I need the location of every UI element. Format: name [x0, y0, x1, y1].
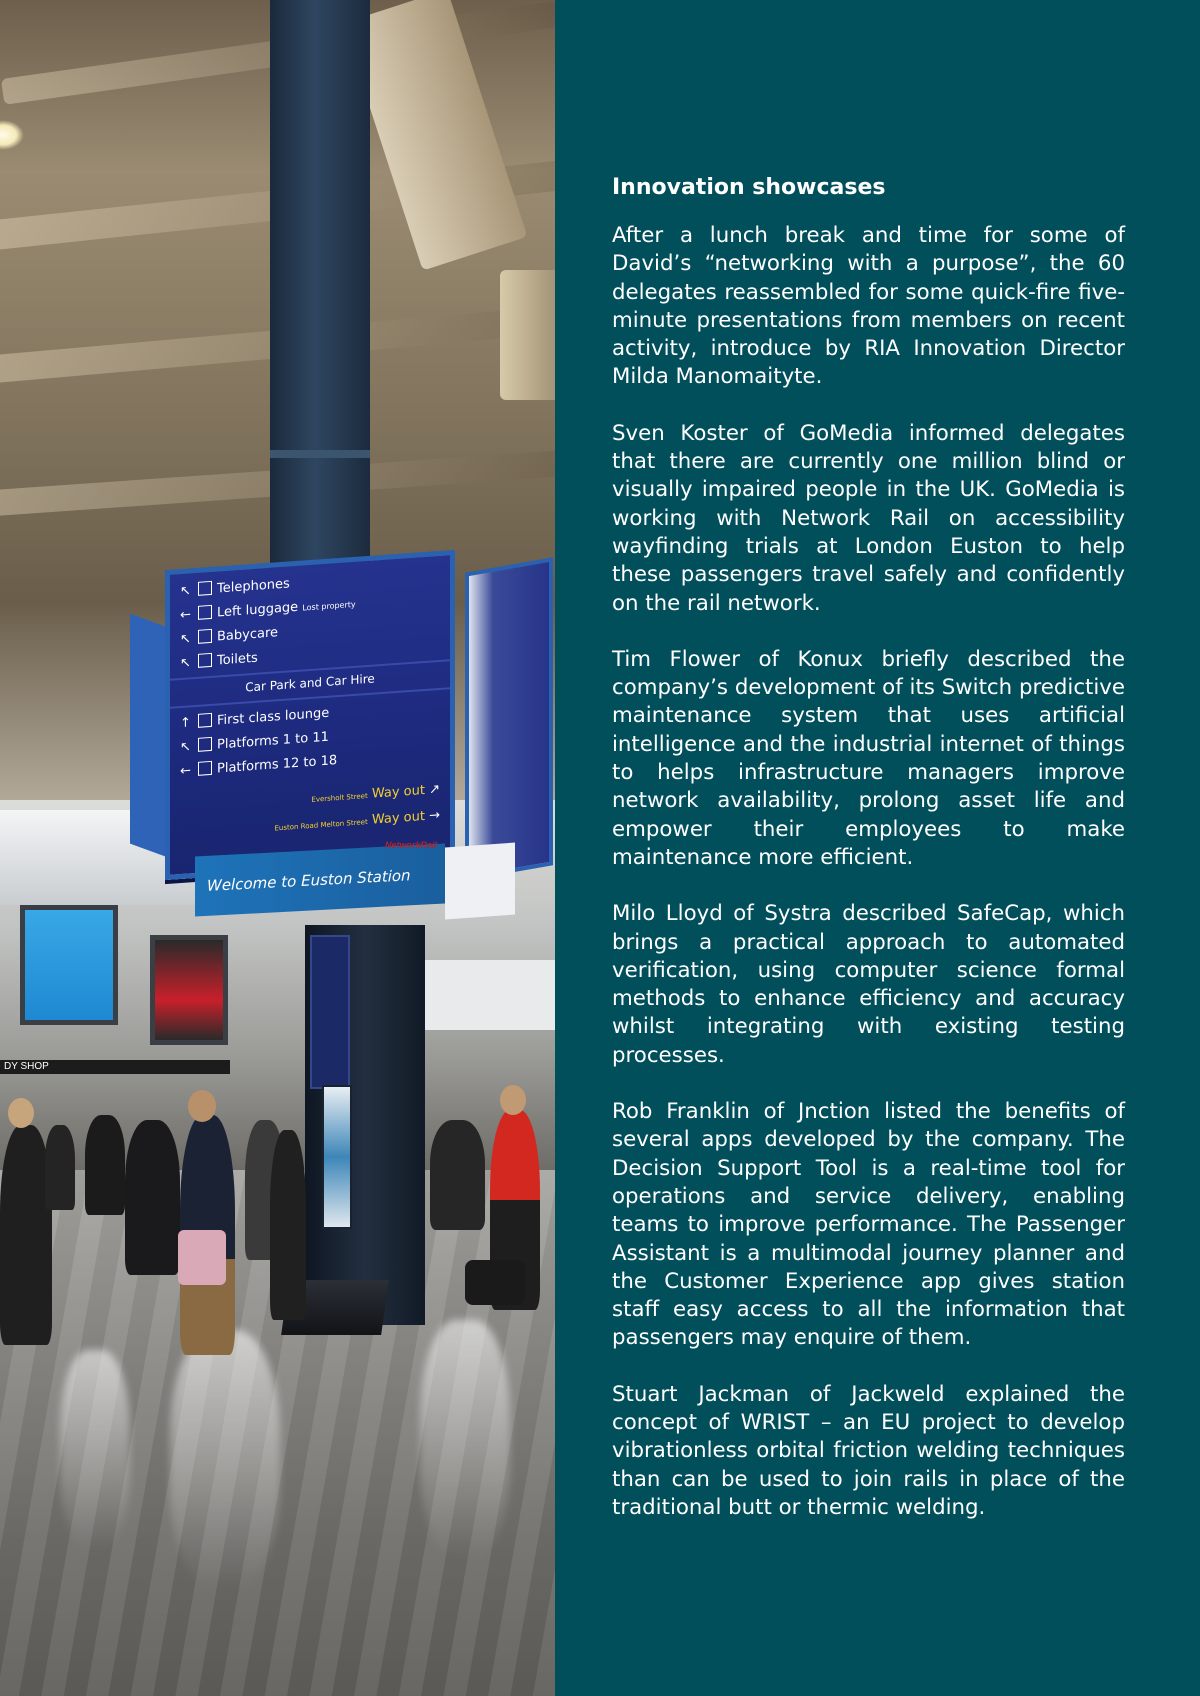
paragraph: Rob Franklin of Jnction listed the benefits of several apps developed by the company. The Decision Support Tool is a real-time tool for operations and service delivery, enabling teams to improve performance. The Passenger Assistant is a multimodal journey planner and the Customer Experience app gives station staff easy access to all the information that passengers may enquire of them.: [612, 1099, 1125, 1351]
article: [612, 170, 1125, 1550]
sign-row: Car Park and Car Hire: [245, 671, 375, 695]
welcome-banner: Welcome to Euston Station: [195, 843, 445, 916]
wayfinding-sign: [165, 550, 455, 880]
paragraph: Milo Lloyd of Systra described SafeCap, which brings a practical approach to automated verification, using computer science formal methods to enhance efficiency and accuracy whilst integrating with existing testing processes.: [612, 901, 1125, 1068]
sign-row: ↖ Babycare: [180, 625, 279, 648]
toilets-icon: [198, 653, 212, 668]
person: [125, 1120, 180, 1275]
column: [270, 0, 370, 590]
floor-reflection: [170, 1330, 280, 1590]
paragraph: After a lunch break and time for some of David’s “networking with a purpose”, the 60 delegates reassembled for some quick-fire five-minute presentations from members on recent activity, introduce by RIA Innovation Director Milda Manomaityte.: [612, 223, 1125, 390]
sign-row: ↖ Platforms 1 to 11: [180, 729, 329, 756]
telephone-icon: [198, 581, 212, 596]
sign-row: Euston Road Melton Street Way out →: [274, 807, 440, 833]
person: [270, 1130, 306, 1320]
person: [45, 1125, 75, 1210]
paragraph: Tim Flower of Konux briefly described the company’s development of its Switch predictive maintenance system that uses artificial intelligence and the industrial internet of things to helps infrastructure managers improve network availability, prolong asset life and empower their employees to make maintenance more efficient.: [612, 646, 1125, 870]
platform-icon: [198, 737, 212, 752]
post-advert: [322, 1085, 352, 1229]
column-band: [270, 450, 370, 458]
paragraph: Stuart Jackman of Jackweld explained the concept of WRIST – an EU project to develop vibrationless orbital friction welding techniques than can be used to join rails in place of the traditional butt or thermic welding.: [612, 1381, 1125, 1520]
person: [430, 1120, 485, 1230]
sign-side-board: [445, 843, 515, 920]
floor-reflection: [60, 1350, 130, 1550]
lounge-icon: [198, 713, 212, 728]
section-heading: Innovation showcases: [612, 175, 886, 200]
platform-icon: [198, 761, 212, 776]
sign-row: ↖ Toilets: [180, 650, 258, 672]
luggage: [465, 1260, 525, 1305]
shop-sign: DY SHOP: [0, 1060, 230, 1074]
advert-screen: [20, 905, 118, 1025]
sign-row: Eversholt Street Way out ↗: [311, 781, 440, 804]
station-photo: [0, 0, 555, 1696]
shopping-bag: [178, 1230, 226, 1285]
advert-screen: [150, 935, 228, 1045]
paragraph: Sven Koster of GoMedia informed delegates that there are currently one million blind or visually impaired people in the UK. GoMedia is working with Network Rail on accessibility wayfinding trials at London Euston to help these passengers travel safely and confidently on the rail network.: [612, 420, 1125, 616]
info-panel: [310, 935, 350, 1089]
sign-row: ↑ First class lounge: [180, 705, 330, 732]
person-head: [188, 1090, 216, 1122]
floor-reflection: [420, 1320, 510, 1560]
sign-row: ← Platforms 12 to 18: [180, 753, 338, 780]
person-head: [500, 1085, 526, 1115]
person-head: [8, 1098, 34, 1128]
sign-row: ↖ Telephones: [180, 576, 290, 600]
luggage-icon: [198, 605, 212, 620]
sign-row: ← Left luggage Lost property: [180, 599, 356, 624]
baby-icon: [198, 629, 212, 644]
sign-frame: [130, 614, 165, 857]
sign-side-panel: [465, 557, 553, 881]
mezzanine: [420, 960, 555, 1030]
ceiling-beam: [500, 270, 555, 400]
network-rail-logo: NetworkRail: [385, 840, 438, 850]
person: [85, 1115, 125, 1215]
